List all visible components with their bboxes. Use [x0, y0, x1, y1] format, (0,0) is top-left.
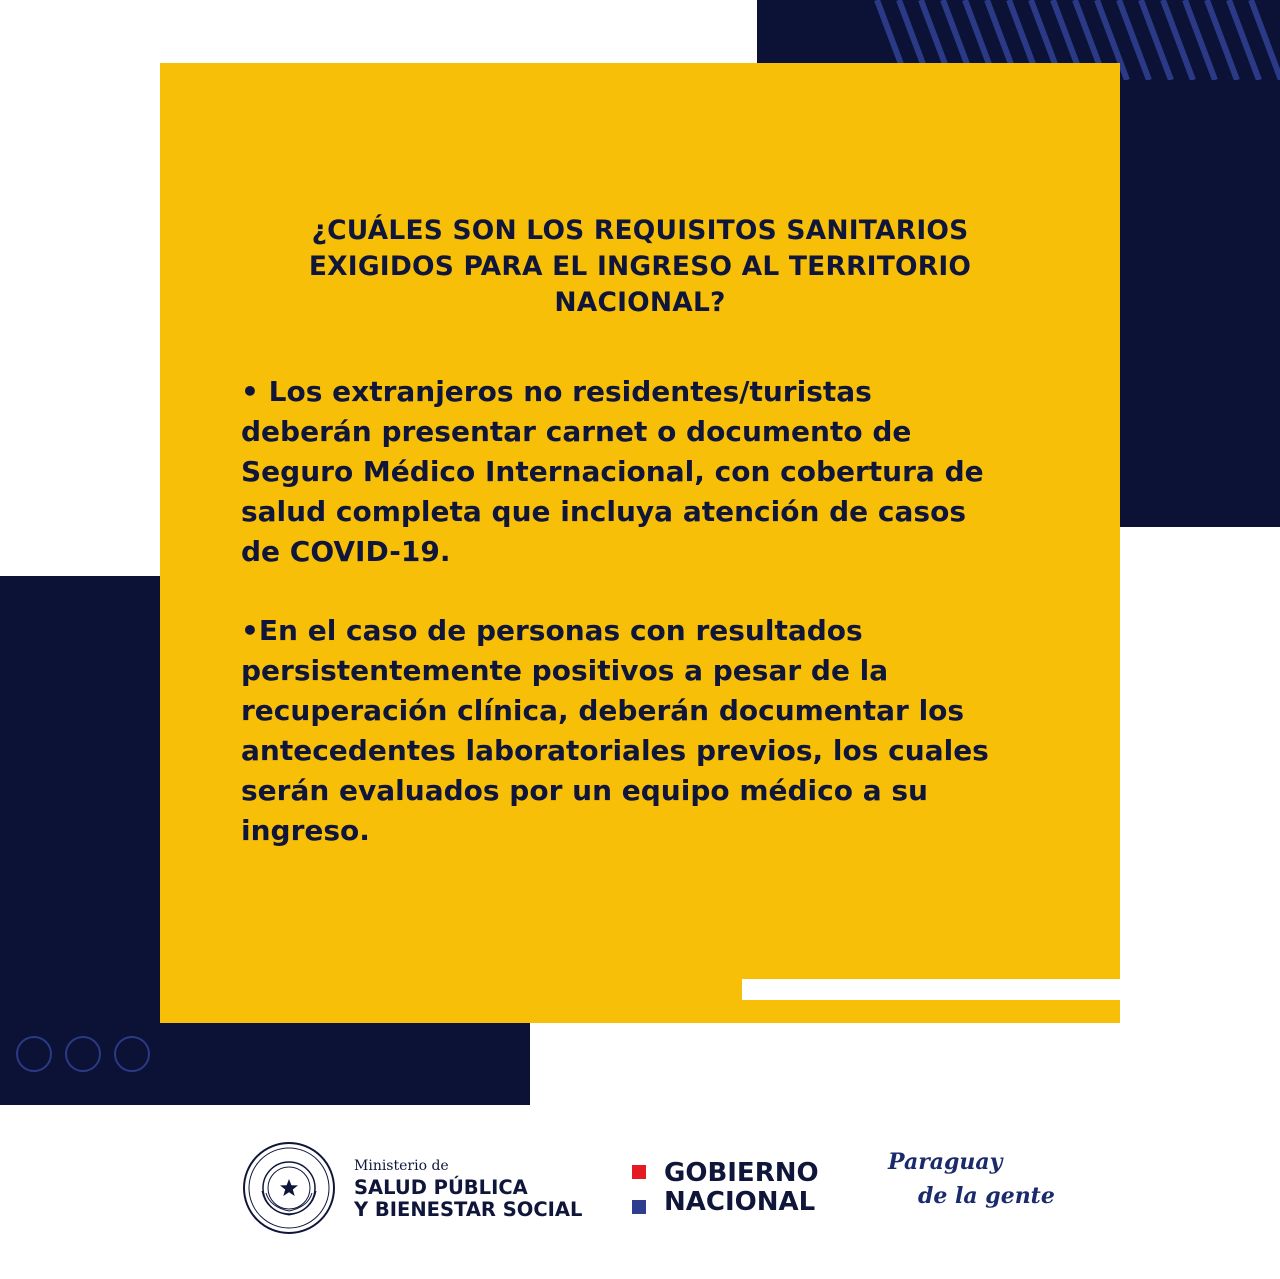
slogan-line-2: de la gente: [918, 1183, 1055, 1209]
ministry-name: SALUD PÚBLICA Y BIENESTAR SOCIAL: [354, 1176, 583, 1221]
paraguay-de-la-gente-logo: [888, 1145, 1055, 1213]
card-title: ¿CUÁLES SON LOS REQUISITOS SANITARIOS EXIGIDOS PARA EL INGRESO AL TERRITORIO NACIONAL?: [308, 215, 972, 318]
white-accent-bar: [742, 979, 1120, 1000]
footer: [0, 1105, 1280, 1279]
ministry-label: Ministerio de: [354, 1158, 449, 1174]
gobierno-nacional-logo-text: GOBIERNO NACIONAL: [664, 1158, 819, 1217]
slogan-line-1: Paraguay: [888, 1149, 1003, 1175]
circle-outline-icon: [16, 1036, 52, 1072]
circle-outline-icon: [65, 1036, 101, 1072]
requirement-paragraph-1: • Los extranjeros no residentes/turistas deberán presentar carnet o documento de Seguro Médico Internacional, con cobertura de salud completa que incluya atención de casos de COVID-19.: [241, 375, 984, 568]
flag-blue-square: [632, 1200, 646, 1214]
requirement-paragraph-2: •En el caso de personas con resultados persistentemente positivos a pesar de la recuperación clínica, deberán documentar los antecedentes laboratoriales previos, los cuales serán evaluados por un equipo médico a su ingreso.: [241, 614, 989, 847]
star-icon: [279, 1178, 299, 1198]
circle-outline-icon: [114, 1036, 150, 1072]
flag-red-square: [632, 1165, 646, 1179]
circles-decoration: [16, 1036, 150, 1072]
